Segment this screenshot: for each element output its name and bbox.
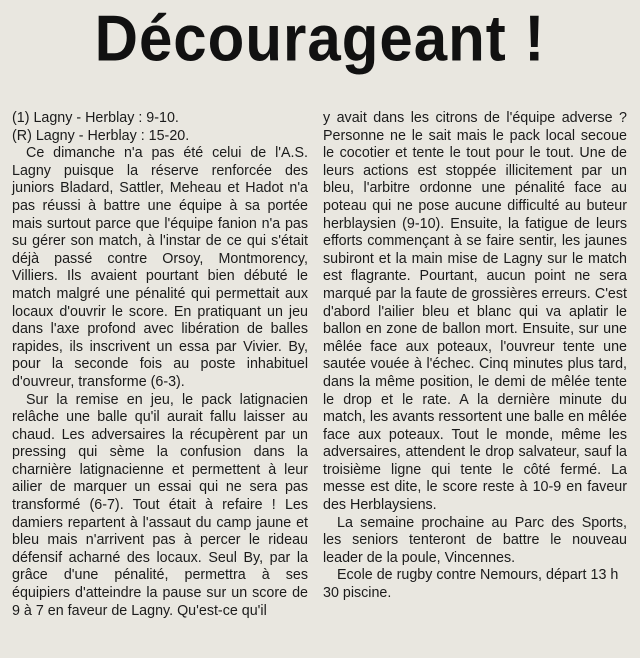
article-paragraph: Sur la remise en jeu, le pack latignacien relâche une balle qu'il aurait fallu laisser au chaud. Les adversaires la récupèrent par un pressing qui sème la confusion dans la charnière latignacienne et permettent à leur ailier de marquer un essai qui ne sera pas transformé (6-7). Tout était à refaire ! Les damiers repartent à l'assaut du camp jaune et bleu mais n'arrivent pas à percer le rideau défensif acharné des locaux. Seul By, par la grâce d'une pénalité, permettra à ses équipiers d'atteindre la pause sur un score de 9 à 7 en faveur de Lagny. Qu'est-ce qu'il	[12, 391, 308, 619]
article-paragraph: Ecole de rugby contre Nemours, départ 13 h 30 piscine.	[323, 567, 619, 602]
article-paragraph: La semaine prochaine au Parc des Sports, les seniors tenteront de battre le nouveau leader de la poule, Vincennes.	[323, 514, 627, 566]
article-column-left	[12, 110, 308, 620]
article-paragraph-continued: y avait dans les citrons de l'équipe adverse ? Personne ne le sait mais le pack local secoue le cocotier et tente le tout pour le tout. Une de leurs actions est stoppée illicitement par un bleu, l'arbitre ordonne une pénalité face au poteau qui ne pose aucune difficulté au buteur herblaysien (9-10). Ensuite, la fatigue de leurs efforts commençant à se faire sentir, les jaunes subiront et la main mise de Lagny sur le match est flagrante. Pourtant, aucun point ne sera marqué par la faute de grossières erreurs. C'est d'abord l'ailier bleu et blanc qui va aplatir le ballon en zone de ballon mort. Ensuite, sur une mêlée face aux poteaux, l'ouvreur tente une sautée vouée à l'échec. Cinq minutes plus tard, dans la même position, le demi de mêlée tente le drop et le rate. A la dernière minute du match, les avants ressortent une balle en mêlée face aux poteaux. Tout le monde, même les adversaires, attendent le drop salvateur, sauf la troisième ligne qui tente le côté fermé. La messe est dite, le score reste à 10-9 en faveur des Herblaysiens.	[323, 110, 627, 514]
score-reserve-team: (R) Lagny - Herblay : 15-20.	[12, 127, 190, 144]
article-paragraph: Ce dimanche n'a pas été celui de l'A.S. Lagny puisque la réserve renforcée des juniors Bladard, Sattler, Meheau et Hadot n'a pas réussi à battre une équipe à sa portée mais surtout parce que l'équipe fanion n'a pas su gérer son match, à l'instar de ce qui s'était déjà passé contre Orsoy, Montmorency, Villiers. Ils avaient pourtant bien débuté le match malgré une pénalité qui permettait aux locaux d'ouvrir le score. En pratiquant un jeu dans l'axe profond avec libération de balles rapides, ils inscrivent un essa par Vivier. By, pour la seconde fois au poste inhabituel d'ouvreur, transforme (6-3).	[12, 145, 308, 390]
article-column-right	[323, 110, 627, 603]
headline: Décourageant !	[94, 2, 546, 75]
score-first-team: (1) Lagny - Herblay : 9-10.	[12, 110, 179, 126]
